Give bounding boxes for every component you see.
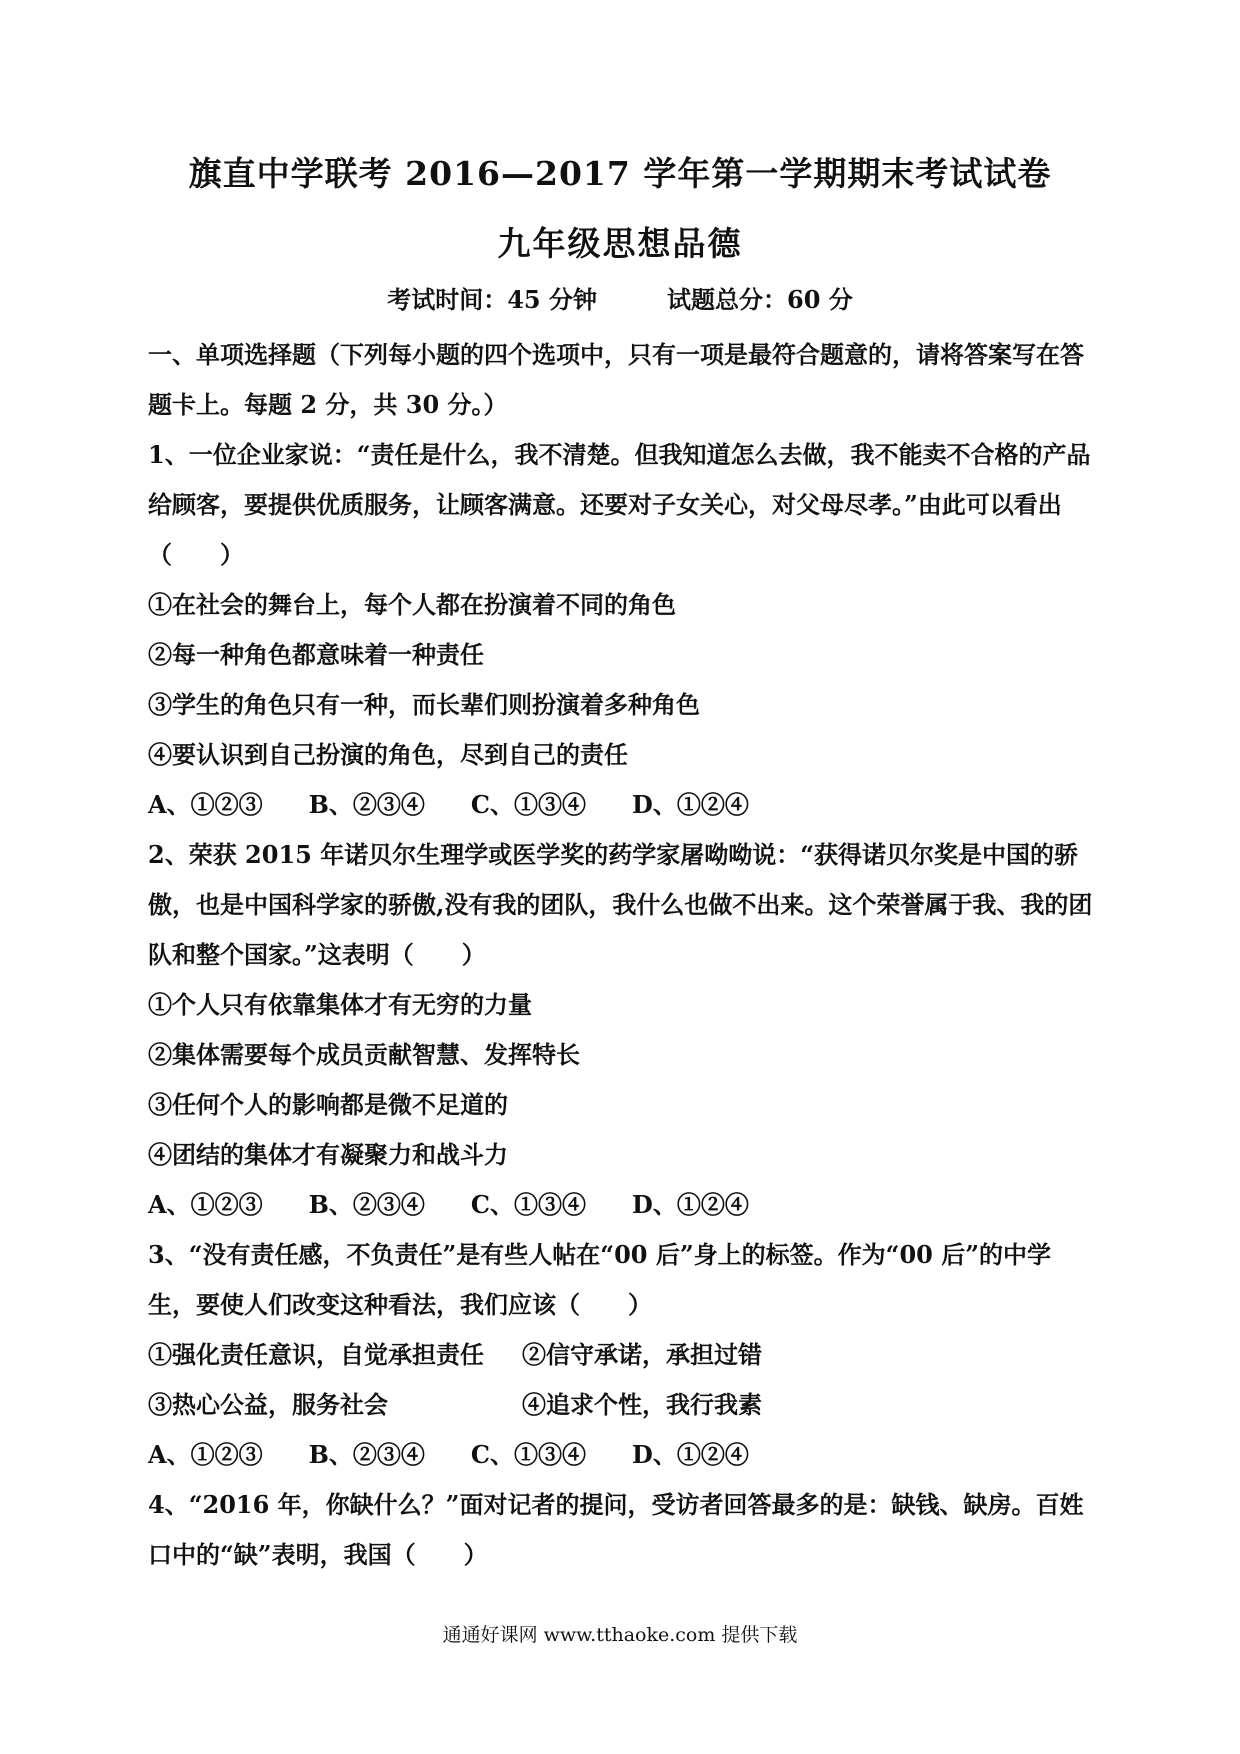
option-a: A、①②③ bbox=[148, 790, 263, 819]
question-3-statement-2: ②信守承诺，承担过错 bbox=[522, 1340, 762, 1369]
question-1-statement-4: ④要认识到自己扮演的角色，尽到自己的责任 bbox=[148, 740, 628, 769]
option-a: A、①②③ bbox=[148, 1440, 263, 1469]
exam-time: 考试时间：45 分钟 bbox=[387, 285, 597, 314]
question-1-statement-2: ②每一种角色都意味着一种责任 bbox=[148, 640, 484, 669]
option-d: D、①②④ bbox=[632, 1440, 749, 1469]
question-3-stem: 3、“没有责任感，不负责任”是有些人帖在“00 后”身上的标签。作为“00 后”的中学生，要使人们改变这种看法，我们应该（ ） bbox=[148, 1240, 1052, 1319]
option-c: C、①③④ bbox=[470, 790, 587, 819]
exam-body bbox=[148, 330, 1098, 1580]
option-a: A、①②③ bbox=[148, 1190, 263, 1219]
option-c: C、①③④ bbox=[470, 1190, 587, 1219]
question-3-statement-1: ①强化责任意识，自觉承担责任 bbox=[148, 1340, 484, 1369]
exam-title: 旗直中学联考 2016—2017 学年第一学期期末考试试卷 bbox=[188, 154, 1052, 193]
option-b: B、②③④ bbox=[308, 1440, 425, 1469]
question-1-statement-3: ③学生的角色只有一种，而长辈们则扮演着多种角色 bbox=[148, 690, 700, 719]
exam-meta bbox=[0, 280, 1240, 315]
question-3-statement-3: ③热心公益，服务社会 bbox=[148, 1390, 388, 1419]
question-1-statement-1: ①在社会的舞台上，每个人都在扮演着不同的角色 bbox=[148, 590, 676, 619]
question-1-stem: 1、一位企业家说：“责任是什么，我不清楚。但我知道怎么去做，我不能卖不合格的产品给顾客，要提供优质服务，让顾客满意。还要对子女关心，对父母尽孝。”由此可以看出（ ） bbox=[148, 440, 1091, 569]
question-3-statement-4: ④追求个性，我行我素 bbox=[522, 1390, 762, 1419]
option-b: B、②③④ bbox=[308, 790, 425, 819]
question-1-options bbox=[148, 780, 1098, 830]
question-2-statement-1: ①个人只有依靠集体才有无穷的力量 bbox=[148, 990, 532, 1019]
question-2-stem: 2、荣获 2015 年诺贝尔生理学或医学奖的药学家屠呦呦说：“获得诺贝尔奖是中国的骄傲，也是中国科学家的骄傲,没有我的团队，我什么也做不出来。这个荣誉属于我、我的团队和整个国家。”这表明（ ） bbox=[148, 840, 1093, 969]
question-3-options bbox=[148, 1430, 1098, 1480]
page-footer: 通通好课网 www.tthaoke.com 提供下载 bbox=[442, 1624, 798, 1646]
section-heading: 一、单项选择题（下列每小题的四个选项中，只有一项是最符合题意的，请将答案写在答题卡上。每题 2 分，共 30 分。） bbox=[148, 340, 1084, 419]
question-3-statements-row-2 bbox=[148, 1380, 1098, 1430]
question-2-statement-2: ②集体需要每个成员贡献智慧、发挥特长 bbox=[148, 1040, 580, 1069]
question-2-options bbox=[148, 1180, 1098, 1230]
question-2-statement-3: ③任何个人的影响都是微不足道的 bbox=[148, 1090, 508, 1119]
exam-subtitle: 九年级思想品德 bbox=[497, 224, 743, 263]
total-score: 试题总分：60 分 bbox=[667, 285, 853, 314]
question-3-statements-row-1 bbox=[148, 1330, 1098, 1380]
option-d: D、①②④ bbox=[632, 1190, 749, 1219]
option-b: B、②③④ bbox=[308, 1190, 425, 1219]
option-d: D、①②④ bbox=[632, 790, 749, 819]
question-2-statement-4: ④团结的集体才有凝聚力和战斗力 bbox=[148, 1140, 508, 1169]
option-c: C、①③④ bbox=[470, 1440, 587, 1469]
question-4-stem: 4、“2016 年，你缺什么？”面对记者的提问，受访者回答最多的是：缺钱、缺房。百姓口中的“缺”表明，我国（ ） bbox=[148, 1490, 1084, 1569]
